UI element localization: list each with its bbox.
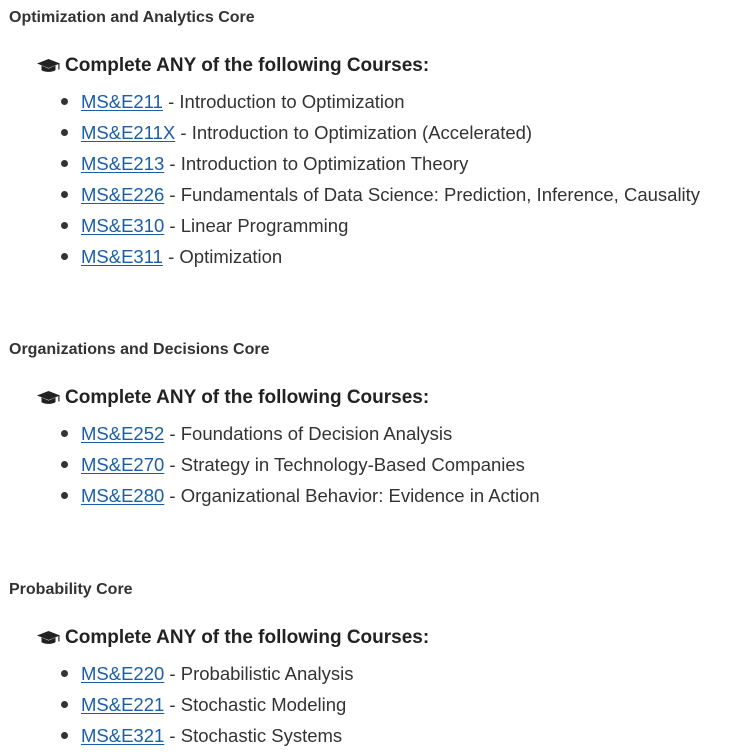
bullet (61, 191, 68, 198)
course-title: Optimization (179, 246, 283, 267)
course-title: Introduction to Optimization Theory (180, 153, 469, 174)
separator: - (164, 184, 181, 205)
course-title: Probabilistic Analysis (180, 663, 354, 684)
requirement-text: Complete ANY of the following Courses: (65, 387, 430, 408)
section-title: Probability Core (9, 581, 133, 598)
bullet (61, 253, 68, 260)
separator: - (164, 454, 181, 475)
course-link[interactable]: MS&E226 (81, 184, 165, 205)
course-title: Fundamentals of Data Science: Prediction, Inference, Causality (180, 184, 701, 205)
requirement-heading (36, 626, 429, 650)
separator: - (164, 485, 181, 506)
separator: - (164, 153, 181, 174)
section-title: Optimization and Analytics Core (9, 9, 255, 26)
separator: - (162, 91, 180, 112)
bullet (61, 670, 68, 677)
course-title: Foundations of Decision Analysis (180, 423, 453, 444)
bullet (61, 160, 68, 167)
course-title: Organizational Behavior: Evidence in Action (180, 485, 540, 506)
course-link[interactable]: MS&E311 (81, 246, 163, 267)
requirement-heading (36, 386, 429, 410)
course-title: Introduction to Optimization (Accelerated) (191, 122, 533, 143)
separator: - (164, 725, 181, 746)
bullet (61, 430, 68, 437)
course-link[interactable]: MS&E213 (81, 153, 165, 174)
bullet (61, 461, 68, 468)
course-title: Stochastic Systems (180, 725, 343, 746)
bullet (61, 701, 68, 708)
course-link[interactable]: MS&E321 (81, 725, 165, 746)
course-title: Linear Programming (180, 215, 349, 236)
graduation-cap-icon (36, 390, 61, 406)
course-title: Stochastic Modeling (180, 694, 347, 715)
separator: - (175, 122, 192, 143)
graduation-cap-icon (36, 630, 61, 646)
course-link[interactable]: MS&E310 (81, 215, 165, 236)
course-link[interactable]: MS&E211X (81, 122, 176, 143)
bullet (61, 492, 68, 499)
separator: - (164, 694, 181, 715)
course-link[interactable]: MS&E220 (81, 663, 165, 684)
course-link[interactable]: MS&E280 (81, 485, 165, 506)
separator: - (164, 663, 181, 684)
separator: - (164, 423, 181, 444)
separator: - (162, 246, 180, 267)
bullet (61, 98, 68, 105)
course-link[interactable]: MS&E211 (81, 91, 163, 112)
requirement-text: Complete ANY of the following Courses: (65, 627, 430, 648)
bullet (61, 732, 68, 739)
bullet (61, 129, 68, 136)
course-link[interactable]: MS&E270 (81, 454, 165, 475)
separator: - (164, 215, 181, 236)
course-title: Strategy in Technology-Based Companies (180, 454, 525, 475)
bullet (61, 222, 68, 229)
course-link[interactable]: MS&E221 (81, 694, 165, 715)
requirement-heading (36, 54, 429, 78)
course-title: Introduction to Optimization (179, 91, 405, 112)
requirement-text: Complete ANY of the following Courses: (65, 55, 430, 76)
course-link[interactable]: MS&E252 (81, 423, 165, 444)
section-title: Organizations and Decisions Core (9, 341, 270, 358)
graduation-cap-icon (36, 58, 61, 74)
